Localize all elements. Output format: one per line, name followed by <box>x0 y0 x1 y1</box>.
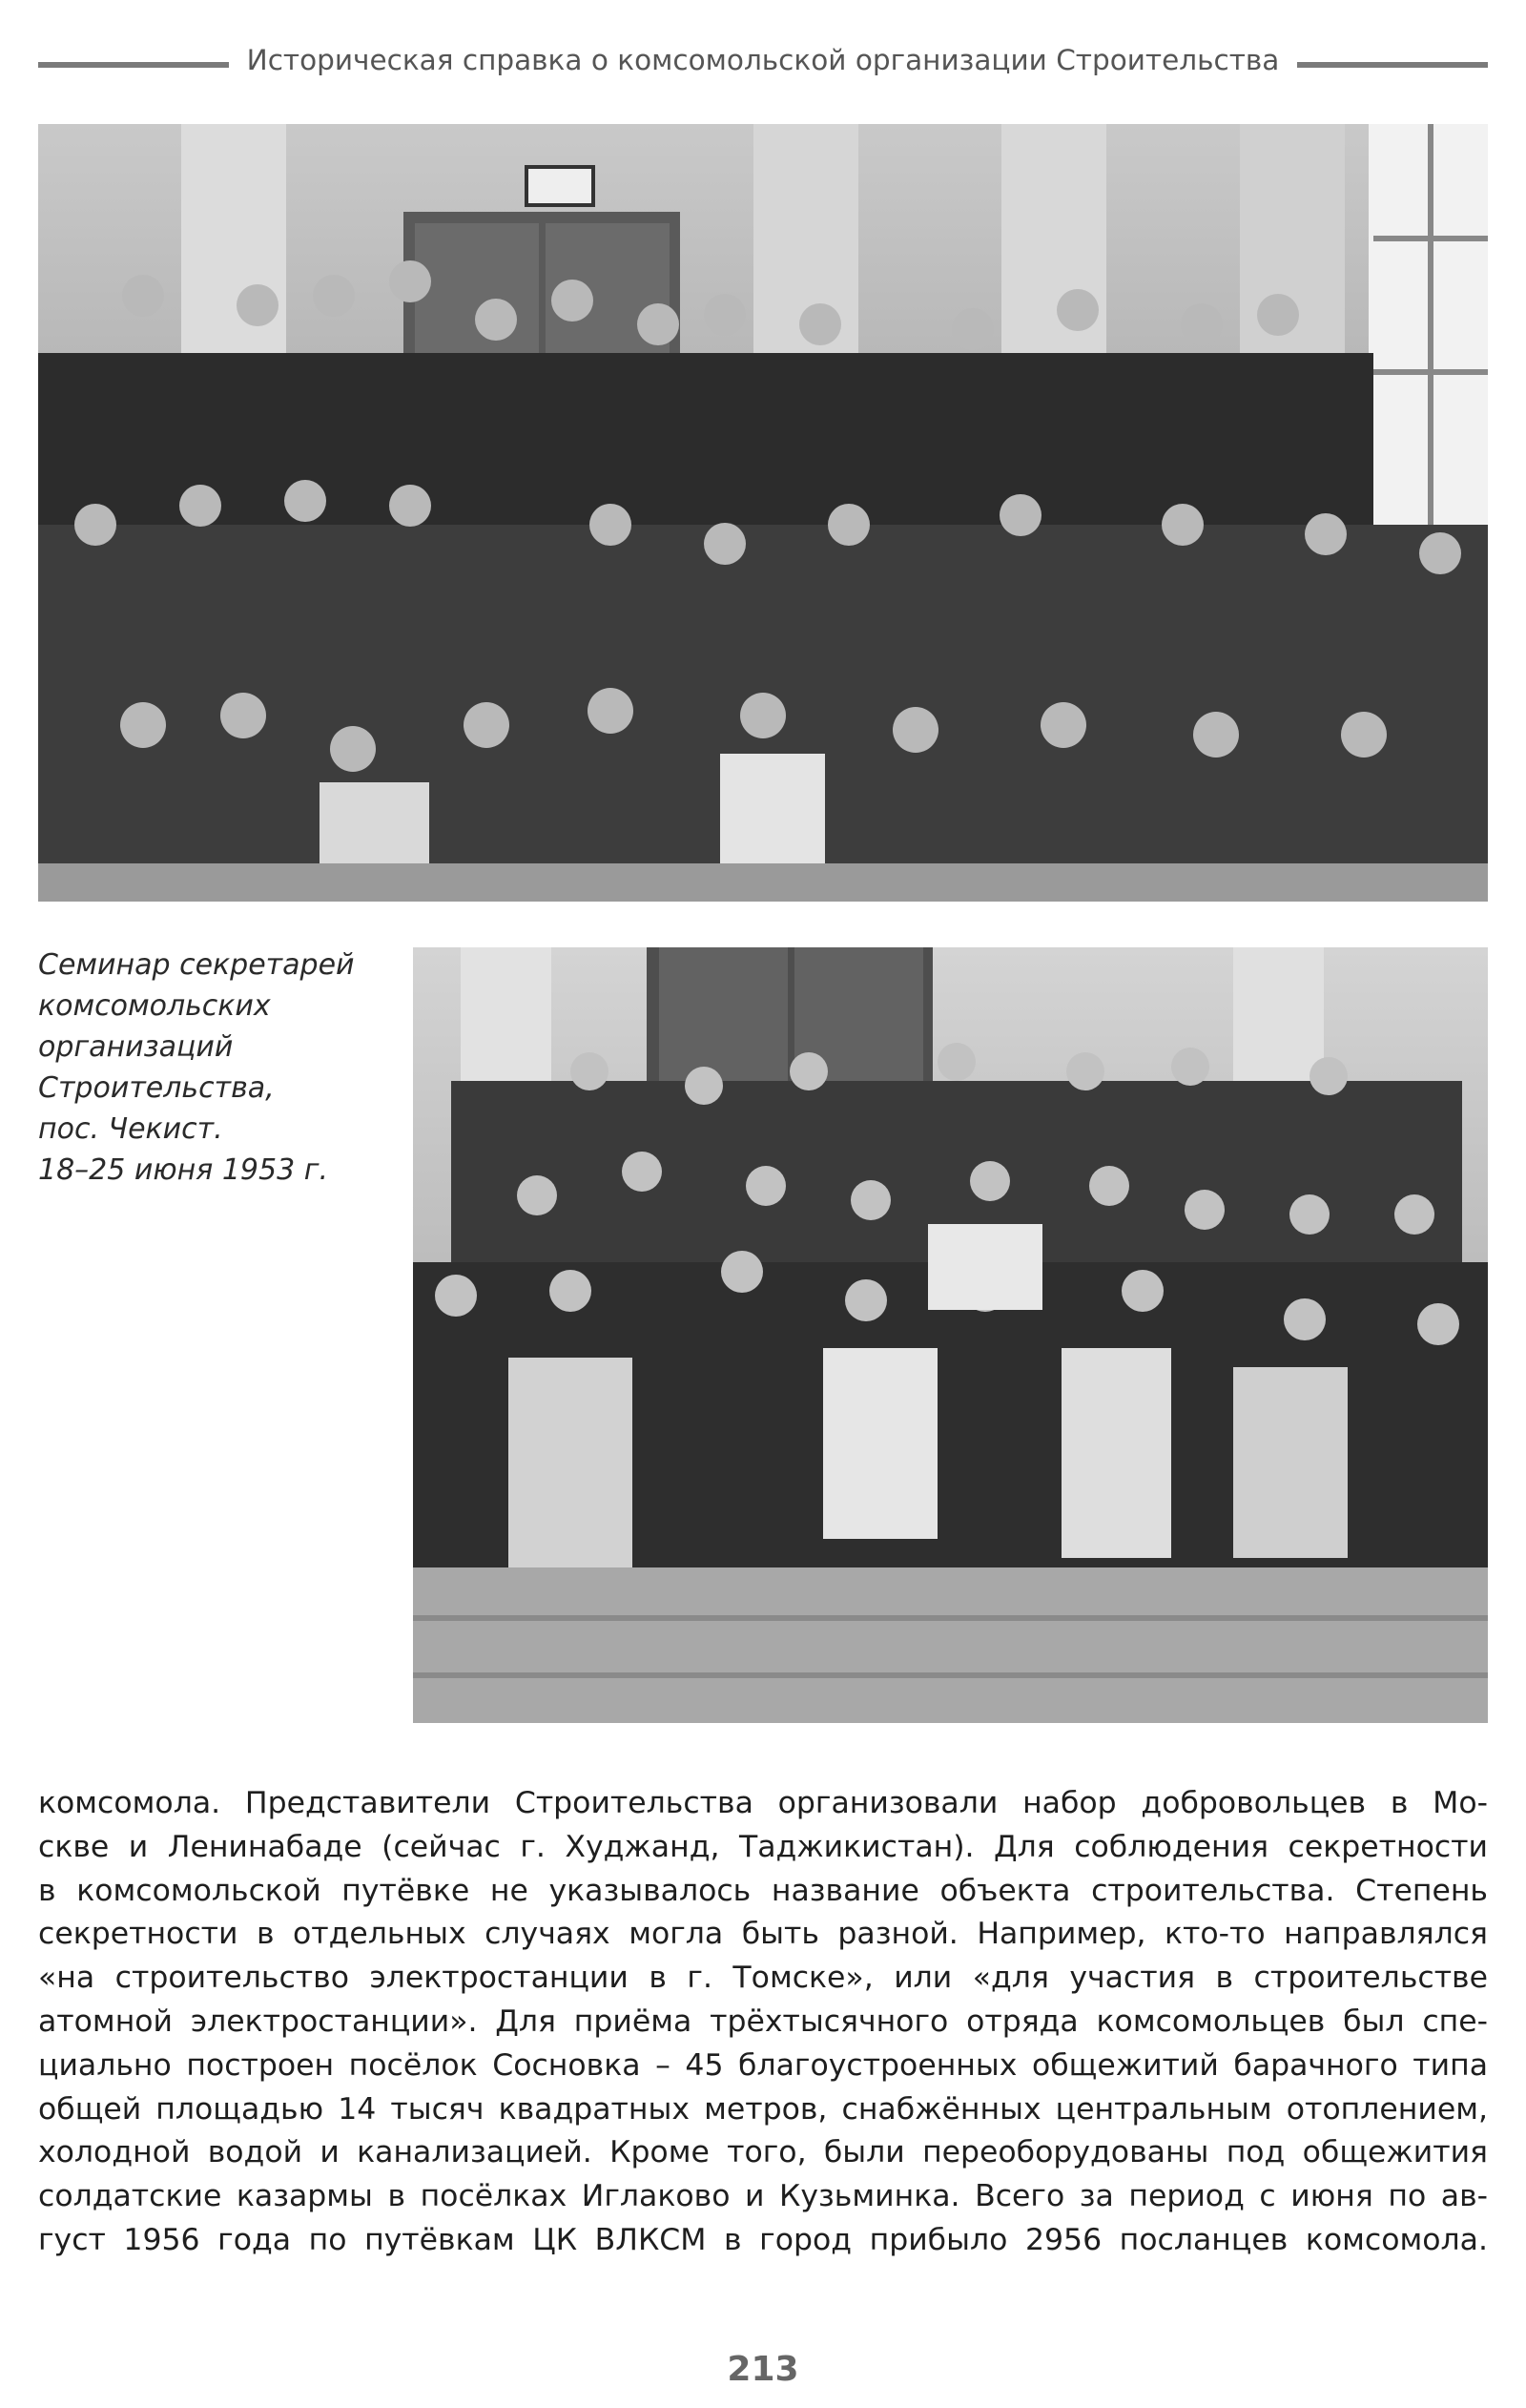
body-line: атомной электростанции». Для приёма трёхтысячного отряда комсомольцев был спе- <box>38 2003 1488 2039</box>
caption-line: Семинар секретарей <box>38 948 355 982</box>
group-photo-top-image <box>38 124 1488 902</box>
header-rule-right <box>1297 62 1488 68</box>
body-line: комсомола. Представители Строительства организовали набор добровольцев в Мо- <box>38 1786 1488 1820</box>
body-line: общей площадью 14 тысяч квадратных метров, снабжённых центральным отоплением, <box>38 2091 1488 2127</box>
running-header <box>38 42 1488 84</box>
body-line: секретности в отдельных случаях могла быть разной. Например, кто-то направлялся <box>38 1917 1488 1952</box>
body-line: в комсомольской путёвке не указывалось название объекта строительства. Степень <box>38 1873 1488 1908</box>
body-line: «на строительство электростанции в г. Томске», или «для участия в строительстве <box>38 1961 1488 1996</box>
body-line: солдатские казармы в посёлках Иглаково и Кузьминка. Всего за период с июня по ав- <box>38 2179 1488 2214</box>
group-photo-bottom-image <box>413 947 1488 1723</box>
header-rule-left <box>38 62 229 68</box>
caption-line: организаций <box>38 1030 234 1064</box>
body-line: холодной водой и канализацией. Кроме того, были переоборудованы под общежития <box>38 2135 1488 2170</box>
group-photo-top <box>38 124 1488 902</box>
caption-line: 18–25 июня 1953 г. <box>38 1153 329 1187</box>
caption-line: пос. Чекист. <box>38 1112 223 1146</box>
caption-line: комсомольских <box>38 989 271 1023</box>
photo-caption <box>38 945 393 1191</box>
body-paragraph <box>38 1782 1488 2263</box>
body-line: циально построен посёлок Сосновка – 45 благоустроенных общежитий барачного типа <box>38 2047 1488 2083</box>
page-number: 213 <box>727 2350 799 2389</box>
header-title: Историческая справка о комсомольской организации Строительства <box>246 44 1280 76</box>
caption-line: Строительства, <box>38 1071 275 1105</box>
group-photo-bottom <box>413 947 1488 1723</box>
body-line: густ 1956 года по путёвкам ЦК ВЛКСМ в город прибыло 2956 посланцев комсомола. <box>38 2222 1488 2257</box>
body-line: скве и Ленинабаде (сейчас г. Худжанд, Таджикистан). Для соблюдения секретности <box>38 1829 1488 1864</box>
